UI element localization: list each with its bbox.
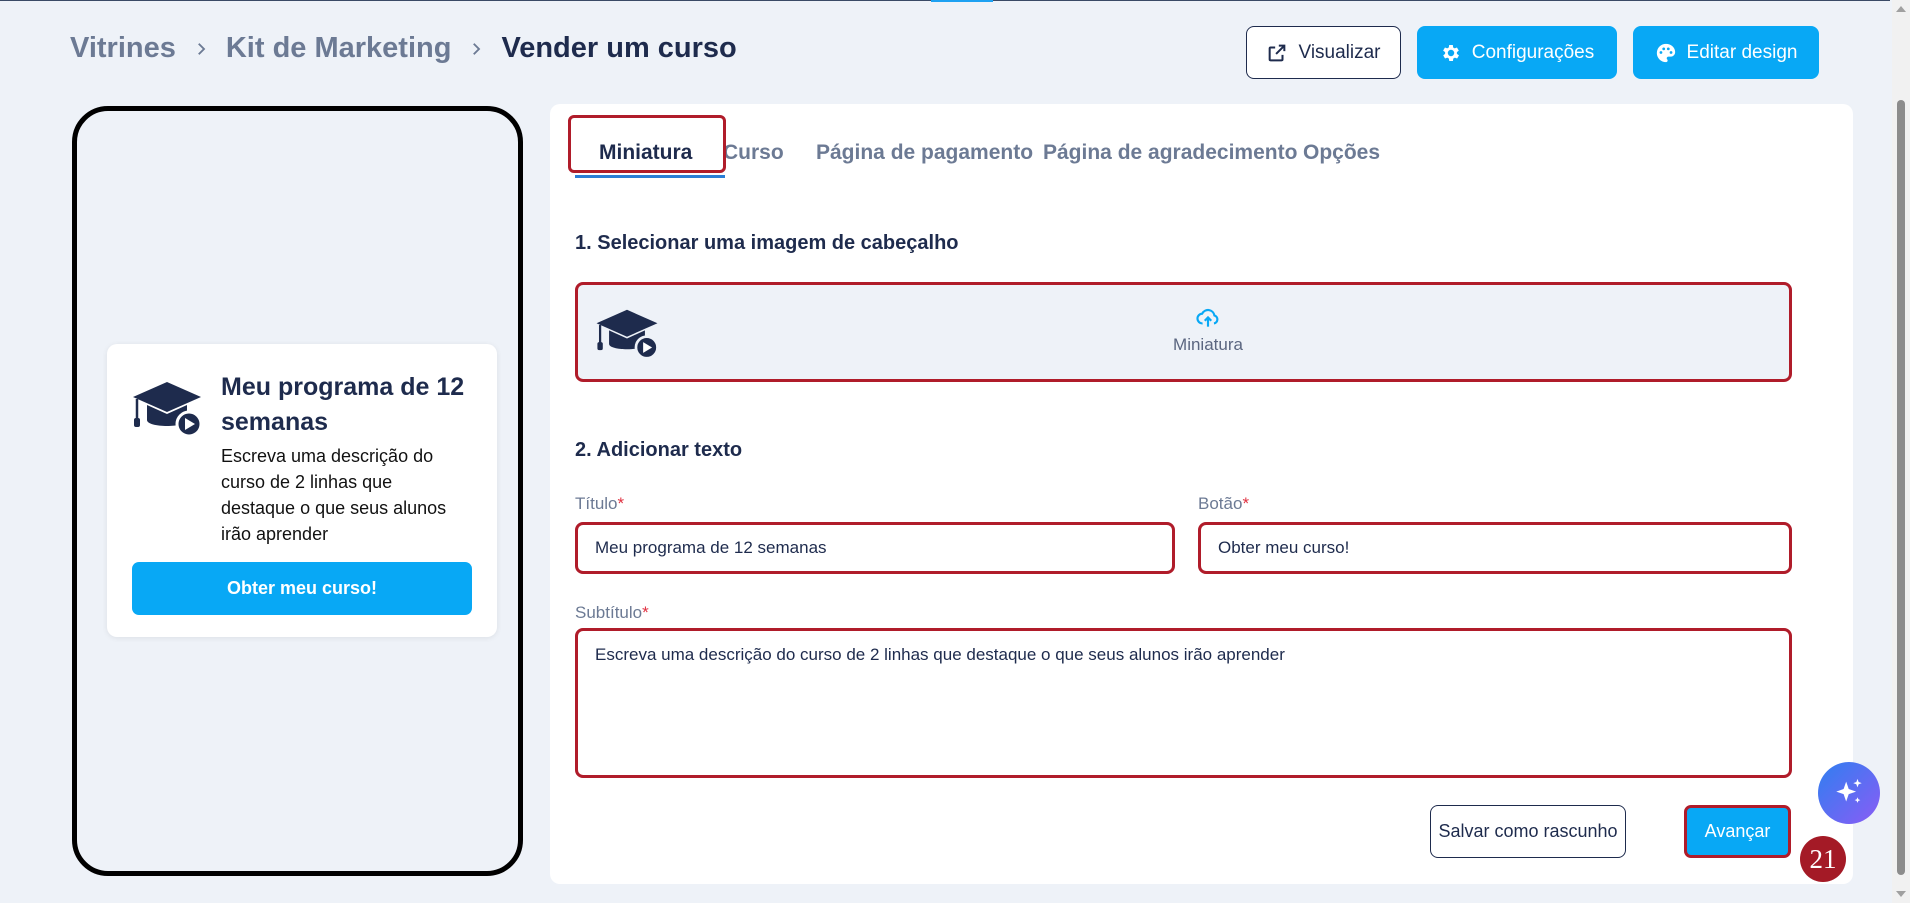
preview-cta-button[interactable]: Obter meu curso! [132, 562, 472, 615]
preview-card [107, 344, 497, 637]
graduation-cap-icon [594, 308, 660, 360]
gear-icon [1440, 42, 1462, 64]
page-scrollbar[interactable] [1892, 0, 1910, 903]
tab-pagina-pagamento[interactable]: Página de pagamento [816, 141, 1034, 164]
upload-target[interactable] [1138, 305, 1278, 355]
chevron-right-icon [192, 40, 210, 58]
breadcrumb-item-vitrines[interactable]: Vitrines [70, 32, 176, 64]
scroll-up-arrow[interactable] [1896, 6, 1906, 12]
button-text-input[interactable] [1198, 522, 1792, 574]
scroll-thumb[interactable] [1897, 100, 1905, 875]
visualize-button[interactable] [1246, 26, 1401, 79]
scroll-down-arrow[interactable] [1896, 891, 1906, 897]
settings-button[interactable] [1417, 26, 1617, 79]
subtitle-label-text: Subtítulo [575, 603, 643, 622]
subtitle-textarea[interactable] [575, 628, 1792, 778]
section-text-heading: 2. Adicionar texto [575, 439, 743, 461]
sparkle-icon [1832, 776, 1866, 810]
palette-icon [1655, 42, 1677, 64]
tab-miniatura[interactable]: Miniatura [599, 141, 693, 164]
next-button[interactable]: Avançar [1684, 805, 1791, 858]
step-badge: 21 [1800, 836, 1846, 882]
preview-title: Meu programa de 12 semanas [221, 373, 465, 436]
ai-assistant-button[interactable] [1818, 762, 1880, 824]
required-mark: * [642, 603, 649, 622]
title-label-text: Título [575, 494, 618, 513]
settings-label: Configurações [1471, 41, 1595, 63]
breadcrumb [70, 32, 737, 65]
title-input[interactable] [575, 522, 1175, 574]
cloud-upload-icon [1195, 305, 1221, 331]
save-draft-button[interactable]: Salvar como rascunho [1430, 805, 1626, 858]
upload-label: Miniatura [1173, 335, 1243, 354]
edit-design-label: Editar design [1686, 41, 1798, 63]
external-link-icon [1266, 42, 1288, 64]
loading-indicator [931, 0, 993, 2]
button-field-label [1198, 494, 1249, 514]
mobile-preview [72, 106, 523, 876]
required-mark: * [617, 494, 625, 513]
required-mark: * [1242, 494, 1250, 513]
tab-curso[interactable]: Curso [723, 141, 784, 164]
graduation-cap-icon [131, 380, 203, 438]
visualize-label: Visualizar [1298, 41, 1381, 63]
tab-opcoes[interactable]: Opções [1303, 141, 1381, 164]
chevron-right-icon [467, 40, 485, 58]
button-label-text: Botão [1198, 494, 1243, 513]
edit-design-button[interactable] [1633, 26, 1819, 79]
preview-description: Escreva uma descrição do curso de 2 linhas que destaque o que seus alunos irão aprender [221, 446, 447, 544]
breadcrumb-item-kit-marketing[interactable]: Kit de Marketing [225, 32, 452, 64]
header-image-upload[interactable] [575, 282, 1792, 382]
editor-panel [550, 104, 1853, 884]
tab-pagina-agradecimento[interactable]: Página de agradecimento [1043, 141, 1298, 164]
title-field-label [575, 494, 624, 514]
page-title: Vender um curso [501, 32, 737, 64]
subtitle-field-label [575, 603, 649, 623]
active-tab-indicator [575, 175, 725, 178]
section-image-heading: 1. Selecionar uma imagem de cabeçalho [575, 232, 959, 254]
